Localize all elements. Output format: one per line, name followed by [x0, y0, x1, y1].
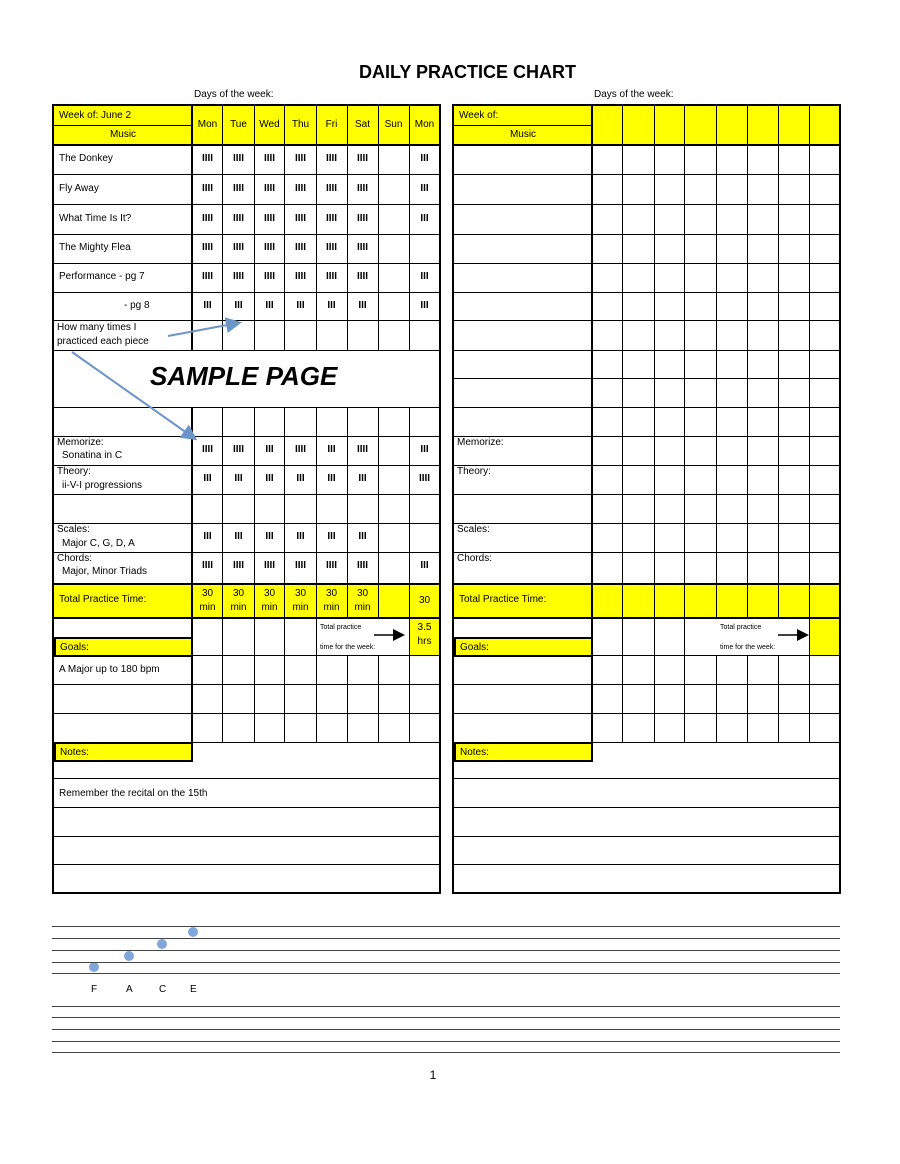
day-header: Sun	[384, 119, 403, 130]
note-letter: F	[91, 984, 98, 995]
tally-cell: IIII	[418, 473, 431, 484]
days-caption-right: Days of the week:	[594, 89, 674, 100]
page-title: DAILY PRACTICE CHART	[358, 62, 577, 82]
tally-cell: III	[327, 473, 336, 484]
tally-cell: IIII	[201, 242, 214, 253]
tally-cell: IIII	[263, 271, 276, 282]
scales-item: Major C, G, D, A	[62, 538, 135, 549]
tally-cell: IIII	[356, 213, 369, 224]
tally-cell: IIII	[263, 183, 276, 194]
tally-cell: III	[296, 473, 305, 484]
tally-cell: III	[265, 531, 274, 542]
tally-cell: IIII	[232, 183, 245, 194]
total-unit: min	[261, 602, 278, 613]
staff-note	[124, 951, 134, 961]
tally-cell: IIII	[201, 271, 214, 282]
tally-cell: IIII	[201, 183, 214, 194]
week-of-label: Week of:	[459, 110, 499, 121]
total-unit: min	[323, 602, 340, 613]
tally-cell: IIII	[325, 213, 338, 224]
music-header: Music	[109, 129, 137, 140]
total-minutes: 30	[263, 588, 276, 599]
sample-page-watermark: SAMPLE PAGE	[150, 361, 338, 391]
annotation-arrow	[72, 352, 194, 438]
tally-cell: IIII	[232, 242, 245, 253]
day-header: Sat	[354, 119, 370, 130]
staff-line	[52, 950, 840, 951]
staff-line	[52, 1006, 840, 1007]
tally-cell: IIII	[294, 242, 307, 253]
staff-line	[52, 1029, 840, 1030]
annotation-text: practiced each piece	[57, 336, 149, 347]
total-unit: min	[292, 602, 309, 613]
tally-cell: III	[203, 531, 212, 542]
theory-label: Theory:	[57, 466, 91, 477]
annotation-arrow	[168, 323, 238, 336]
tally-cell: III	[234, 531, 243, 542]
tally-cell: III	[203, 300, 212, 311]
tally-cell: III	[234, 473, 243, 484]
tally-cell: IIII	[356, 153, 369, 164]
tally-cell: IIII	[356, 560, 369, 571]
total-minutes: 30	[418, 595, 431, 606]
tally-cell: IIII	[325, 183, 338, 194]
staff-note	[188, 927, 198, 937]
tally-cell: IIII	[356, 271, 369, 282]
tally-cell: III	[203, 473, 212, 484]
tally-cell: IIII	[201, 560, 214, 571]
goal-text: A Major up to 180 bpm	[59, 664, 160, 675]
music-piece-label: The Mighty Flea	[59, 242, 131, 253]
tally-cell: IIII	[232, 560, 245, 571]
staff-line	[52, 926, 840, 927]
day-header: Thu	[291, 119, 310, 130]
tally-cell: IIII	[356, 242, 369, 253]
week-total-caption: time for the week:	[720, 644, 776, 651]
tally-cell: IIII	[263, 213, 276, 224]
staff-line	[52, 1017, 840, 1018]
tally-cell: IIII	[232, 153, 245, 164]
page-number: 1	[429, 1068, 437, 1082]
goals-label: Goals:	[460, 642, 489, 653]
tally-cell: III	[420, 271, 429, 282]
total-minutes: 30	[201, 588, 214, 599]
annotation-text: How many times I	[57, 322, 137, 333]
chords-item: Major, Minor Triads	[62, 566, 148, 577]
tally-cell: III	[234, 300, 243, 311]
tally-cell: IIII	[232, 271, 245, 282]
music-header: Music	[509, 129, 537, 140]
tally-cell: III	[420, 213, 429, 224]
week-total-caption: Total practice	[720, 624, 762, 631]
tally-cell: IIII	[325, 153, 338, 164]
tally-cell: III	[420, 183, 429, 194]
staff-note	[157, 939, 167, 949]
total-minutes: 30	[232, 588, 245, 599]
theory-item: ii-V-I progressions	[62, 480, 143, 491]
staff-note	[89, 962, 99, 972]
day-header: Tue	[230, 119, 247, 130]
tally-cell: IIII	[263, 560, 276, 571]
tally-cell: IIII	[263, 242, 276, 253]
tally-cell: IIII	[294, 444, 307, 455]
memorize-label: Memorize:	[457, 437, 504, 448]
note-text: Remember the recital on the 15th	[59, 788, 208, 799]
tally-cell: III	[420, 444, 429, 455]
total-unit: min	[354, 602, 371, 613]
total-minutes: 30	[294, 588, 307, 599]
week-total-value: 3.5	[417, 622, 432, 633]
scales-label: Scales:	[57, 524, 90, 535]
tally-cell: III	[420, 300, 429, 311]
staff-line	[52, 1041, 840, 1042]
total-unit: min	[199, 602, 216, 613]
notes-label: Notes:	[460, 747, 489, 758]
total-unit: min	[230, 602, 247, 613]
staff-line	[52, 1052, 840, 1053]
tally-cell: IIII	[232, 444, 245, 455]
total-practice-label: Total Practice Time:	[59, 594, 147, 605]
tally-cell: IIII	[325, 271, 338, 282]
theory-label: Theory:	[457, 466, 491, 477]
tally-cell: IIII	[325, 560, 338, 571]
staff-line	[52, 938, 840, 939]
chords-label: Chords:	[457, 553, 493, 564]
music-piece-label: What Time Is It?	[59, 213, 132, 224]
notes-label: Notes:	[60, 747, 89, 758]
note-letter: C	[159, 984, 167, 995]
music-piece-label: Performance - pg 7	[59, 271, 145, 282]
music-piece-label: The Donkey	[59, 153, 113, 164]
tally-cell: IIII	[356, 183, 369, 194]
total-practice-label: Total Practice Time:	[459, 594, 547, 605]
tally-cell: III	[358, 473, 367, 484]
scales-label: Scales:	[457, 524, 490, 535]
memorize-item: Sonatina in C	[62, 450, 123, 461]
tally-cell: IIII	[201, 153, 214, 164]
total-minutes: 30	[356, 588, 369, 599]
tally-cell: III	[265, 444, 274, 455]
tally-cell: IIII	[294, 213, 307, 224]
tally-cell: III	[265, 300, 274, 311]
chords-label: Chords:	[57, 553, 93, 564]
tally-cell: IIII	[263, 153, 276, 164]
memorize-label: Memorize:	[57, 437, 104, 448]
tally-cell: III	[327, 444, 336, 455]
total-minutes: 30	[325, 588, 338, 599]
tally-cell: III	[265, 473, 274, 484]
days-caption-left: Days of the week:	[194, 89, 274, 100]
tally-cell: IIII	[294, 560, 307, 571]
day-header: Mon	[414, 119, 435, 130]
tally-cell: III	[358, 300, 367, 311]
week-total-caption: time for the week:	[320, 644, 376, 651]
week-total-unit: hrs	[417, 636, 432, 647]
music-piece-label: - pg 8	[124, 300, 150, 311]
tally-cell: IIII	[294, 183, 307, 194]
tally-cell: IIII	[294, 271, 307, 282]
tally-cell: III	[420, 560, 429, 571]
tally-cell: III	[296, 531, 305, 542]
tally-cell: IIII	[232, 213, 245, 224]
note-letter: E	[190, 984, 197, 995]
goals-label: Goals:	[60, 642, 89, 653]
staff-line	[52, 962, 840, 963]
tally-cell: III	[296, 300, 305, 311]
staff-line	[52, 973, 840, 974]
day-header: Mon	[197, 119, 218, 130]
week-of-label: Week of: June 2	[59, 110, 132, 121]
tally-cell: III	[327, 300, 336, 311]
tally-cell: III	[420, 153, 429, 164]
tally-cell: III	[358, 531, 367, 542]
tally-cell: IIII	[201, 444, 214, 455]
note-letter: A	[126, 984, 133, 995]
tally-cell: IIII	[356, 444, 369, 455]
day-header: Wed	[259, 119, 280, 130]
tally-cell: III	[327, 531, 336, 542]
tally-cell: IIII	[201, 213, 214, 224]
tally-cell: IIII	[325, 242, 338, 253]
week-total-caption: Total practice	[320, 624, 362, 631]
day-header: Fri	[325, 119, 338, 130]
tally-cell: IIII	[294, 153, 307, 164]
music-piece-label: Fly Away	[59, 183, 99, 194]
